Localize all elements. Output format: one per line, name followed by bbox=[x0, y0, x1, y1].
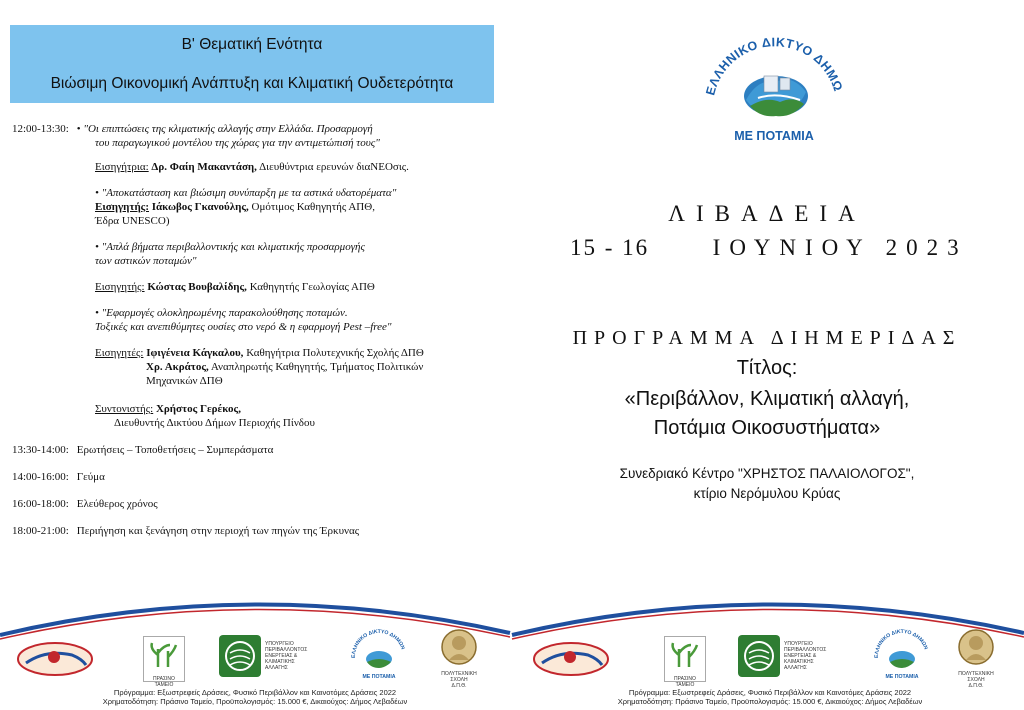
green-fund-logo bbox=[143, 636, 185, 688]
ministry-text-line: ΠΕΡΙΒΑΛΛΟΝΤΟΣ bbox=[784, 647, 827, 653]
ministry-text-line: ΚΛΙΜΑΤΙΚΗΣ bbox=[784, 659, 814, 665]
talk-title: • "Απλά βήματα περιβαλλοντικής και κλιματικής προσαρμογής bbox=[95, 241, 365, 253]
polytechnic-text-line: Δ.Π.Θ. bbox=[968, 683, 984, 689]
municipality-logo-icon bbox=[16, 641, 94, 677]
schedule-row bbox=[12, 524, 359, 538]
ministry-text-line: ΑΛΛΑΓΗΣ bbox=[784, 665, 807, 671]
title-label: Τίτλος: bbox=[736, 357, 798, 379]
schedule-desc: Γεύμα bbox=[76, 471, 105, 483]
polytechnic-text-line: Δ.Π.Θ. bbox=[451, 683, 467, 689]
green-fund-logo bbox=[664, 636, 706, 688]
municipality-logo bbox=[532, 641, 610, 677]
date-month: ΙΟΥΝΙΟΥ 2023 bbox=[712, 235, 968, 260]
ministry-logo bbox=[219, 634, 309, 678]
banner-title: Β' Θεματική Ενότητα bbox=[181, 36, 323, 53]
coordinator-name: Χρήστος Γερέκος, bbox=[155, 403, 241, 415]
ministry-text-line: ΕΝΕΡΓΕΙΑΣ & bbox=[784, 653, 817, 659]
ministry-text-line: ΕΝΕΡΓΕΙΑΣ & bbox=[265, 653, 298, 659]
ministry-emblem bbox=[219, 635, 261, 677]
speaker-role: Διευθύντρια ερευνών διαΝΕΟσις. bbox=[259, 161, 409, 173]
river-network-logo-icon bbox=[696, 18, 852, 148]
schedule-time: 16:00-18:00: bbox=[12, 498, 69, 510]
schedule-desc: Περιήγηση και ξενάγηση στην περιοχή των πηγών της Έρκυνας bbox=[76, 525, 360, 537]
ministry-emblem-icon bbox=[742, 639, 776, 673]
polytechnic-logo bbox=[437, 628, 481, 689]
footer-line2: Χρηματοδότηση: Πράσινο Ταμείο, Προϋπολογισμός: 15.000 €, Δικαιούχος: Δήμος Λεβαδέων bbox=[102, 697, 408, 706]
logo-arc-text: ΕΛΛΗΝΙΚΟ ΔΙΚΤΥΟ ΔΗΜΩΝ bbox=[350, 628, 406, 659]
green-fund-logo-icon bbox=[665, 637, 705, 671]
polytechnic-text bbox=[437, 671, 481, 689]
speaker-row bbox=[95, 346, 424, 360]
banner-subtitle: Βιώσιμη Οικονομική Ανάπτυξη και Κλιματική Ουδετερότητα bbox=[50, 75, 454, 92]
talk-title-cont: των αστικών ποταμών" bbox=[95, 255, 197, 267]
polytechnic-logo bbox=[954, 628, 998, 689]
speaker-row bbox=[146, 360, 423, 374]
polytechnic-text-line: ΠΟΛΥΤΕΧΝΙΚΗ bbox=[958, 671, 994, 677]
ministry-emblem-icon bbox=[223, 639, 257, 673]
speaker-name: Ιφιγένεια Κάγκαλου, bbox=[146, 347, 244, 359]
coordinator-row bbox=[95, 402, 241, 416]
logo-bottom-text: ΜΕ ΠΟΤΑΜΙΑ bbox=[362, 674, 396, 680]
footer-line1: Πρόγραμμα: Εξωστρεφείς Δράσεις, Φυσικό Περιβάλλον και Καινοτόμες Δράσεις 2022 bbox=[113, 688, 397, 697]
venue-line2: κτίριο Νερόμυλου Κρύας bbox=[693, 486, 841, 501]
river-network-logo-small bbox=[872, 628, 932, 682]
municipality-logo-icon bbox=[532, 641, 610, 677]
session-time: 12:00-13:30: bbox=[12, 123, 69, 135]
schedule-row bbox=[12, 443, 273, 457]
speaker-label: Εισηγητής: bbox=[95, 281, 145, 293]
date-days: 15 - 16 bbox=[570, 235, 650, 260]
river-network-logo-small bbox=[349, 628, 409, 682]
river-network-logo-small-icon bbox=[872, 628, 932, 682]
polytechnic-text-line: ΣΧΟΛΗ bbox=[450, 677, 468, 683]
green-fund-text: ΠΡΑΣΙΝΟ ΤΑΜΕΙΟ bbox=[153, 676, 175, 688]
speaker-label: Εισηγητής: bbox=[95, 201, 149, 213]
venue-line1: Συνεδριακό Κέντρο "ΧΡΗΣΤΟΣ ΠΑΛΑΙΟΛΟΓΟΣ", bbox=[619, 466, 915, 481]
speaker-role-cont: Έδρα UNESCO) bbox=[95, 215, 170, 227]
polytechnic-bust-icon bbox=[956, 628, 996, 666]
logo-arc-text: ΕΛΛΗΝΙΚΟ ΔΙΚΤΥΟ ΔΗΜΩΝ bbox=[873, 628, 929, 659]
schedule-time: 13:30-14:00: bbox=[12, 444, 69, 456]
talk-title: • "Εφαρμογές ολοκληρωμένης παρακολούθησης ποταμών. bbox=[95, 307, 348, 319]
river-network-logo-small-icon bbox=[349, 628, 409, 682]
schedule-row bbox=[12, 497, 158, 511]
municipality-logo bbox=[16, 641, 94, 677]
logo-arc-text: ΕΛΛΗΝΙΚΟ ΔΙΚΤΥΟ ΔΗΜΩ bbox=[703, 35, 846, 97]
schedule-time: 18:00-21:00: bbox=[12, 525, 69, 537]
logo-bottom-text: ΜΕ ΠΟΤΑΜΙΑ bbox=[885, 674, 919, 680]
footer-program-text bbox=[55, 688, 455, 706]
ministry-text-line: ΥΠΟΥΡΓΕΙΟ bbox=[784, 641, 813, 647]
coordinator-role: Διευθυντής Δικτύου Δήμων Περιοχής Πίνδου bbox=[114, 417, 315, 429]
ministry-text bbox=[784, 641, 826, 671]
schedule-time: 14:00-16:00: bbox=[12, 471, 69, 483]
polytechnic-text bbox=[954, 671, 998, 689]
green-fund-text: ΠΡΑΣΙΝΟ ΤΑΜΕΙΟ bbox=[674, 676, 696, 688]
ministry-text-line: ΚΛΙΜΑΤΙΚΗΣ bbox=[265, 659, 295, 665]
talk-title-cont: του παραγωγικού μοντέλου της χώρας για την αντιμετώπισή τους" bbox=[95, 137, 380, 149]
section-banner bbox=[10, 25, 494, 103]
event-date bbox=[570, 235, 968, 261]
speaker-name: Χρ. Ακράτος, bbox=[146, 361, 209, 373]
ministry-text bbox=[265, 641, 307, 671]
footer-program-text bbox=[570, 688, 970, 706]
river-network-logo bbox=[696, 18, 852, 148]
ministry-logo bbox=[738, 634, 828, 678]
polytechnic-text-line: ΣΧΟΛΗ bbox=[967, 677, 985, 683]
program-heading: ΠΡΟΓΡΑΜΜΑ ΔΙΗΜΕΡΙΔΑΣ bbox=[572, 327, 962, 349]
conference-title-line2: Ποτάμια Οικοσυστήματα» bbox=[653, 417, 881, 439]
speaker-name: Κώστας Βουβαλίδης, bbox=[147, 281, 247, 293]
schedule-desc: Ερωτήσεις – Τοποθετήσεις – Συμπεράσματα bbox=[76, 444, 274, 456]
footer-line1: Πρόγραμμα: Εξωστρεφείς Δράσεις, Φυσικό Περιβάλλον και Καινοτόμες Δράσεις 2022 bbox=[628, 688, 912, 697]
session-1-time-row bbox=[12, 122, 373, 136]
speaker-role: Αναπληρωτής Καθηγητής, Τμήματος Πολιτικών bbox=[210, 361, 424, 373]
polytechnic-bust-icon bbox=[439, 628, 479, 666]
city-title: ΛΙΒΑΔΕΙΑ bbox=[668, 201, 866, 226]
green-fund-logo-icon bbox=[144, 637, 184, 671]
speaker-row bbox=[95, 280, 375, 294]
speaker-row bbox=[95, 200, 375, 214]
speaker-role: Καθηγήτρια Πολυτεχνικής Σχολής ΔΠΘ bbox=[246, 347, 424, 359]
talk-title-cont: Τοξικές και ανεπιθύμητες ουσίες στο νερό & η εφαρμογή Pest –free" bbox=[95, 321, 392, 333]
ministry-text-line: ΑΛΛΑΓΗΣ bbox=[265, 665, 288, 671]
ministry-text-line: ΥΠΟΥΡΓΕΙΟ bbox=[265, 641, 294, 647]
ministry-text-line: ΠΕΡΙΒΑΛΛΟΝΤΟΣ bbox=[265, 647, 308, 653]
footer-line2: Χρηματοδότηση: Πράσινο Ταμείο, Προϋπολογισμός: 15.000 €, Δικαιούχος: Δήμος Λεβαδέων bbox=[617, 697, 923, 706]
schedule-row bbox=[12, 470, 105, 484]
speaker-role: Ομότιμος Καθηγητής ΑΠΘ, bbox=[251, 201, 375, 213]
speaker-label: Εισηγήτρια: bbox=[95, 161, 149, 173]
speaker-row bbox=[95, 160, 409, 174]
ministry-emblem bbox=[738, 635, 780, 677]
speaker-name: Δρ. Φαίη Μακαντάση, bbox=[151, 161, 257, 173]
coordinator-label: Συντονιστής: bbox=[95, 403, 154, 415]
talk-title: "Οι επιπτώσεις της κλιματικής αλλαγής στην Ελλάδα. Προσαρμογή bbox=[83, 123, 373, 135]
speaker-label: Εισηγητές: bbox=[95, 347, 144, 359]
speaker-role: Καθηγητής Γεωλογίας ΑΠΘ bbox=[249, 281, 375, 293]
logo-bottom-text: ΜΕ ΠΟΤΑΜΙΑ bbox=[734, 129, 814, 143]
speaker-name: Ιάκωβος Γκανούλης, bbox=[151, 201, 249, 213]
polytechnic-text-line: ΠΟΛΥΤΕΧΝΙΚΗ bbox=[441, 671, 477, 677]
bullet: • bbox=[76, 123, 81, 135]
speaker-role-cont: Μηχανικών ΔΠΘ bbox=[146, 375, 223, 387]
conference-title-line1: «Περιβάλλον, Κλιματική αλλαγή, bbox=[624, 388, 910, 410]
schedule-desc: Ελεύθερος χρόνος bbox=[76, 498, 158, 510]
talk-title: • "Αποκατάσταση και βιώσιμη συνύπαρξη με τα αστικά υδατορέματα" bbox=[95, 187, 397, 199]
